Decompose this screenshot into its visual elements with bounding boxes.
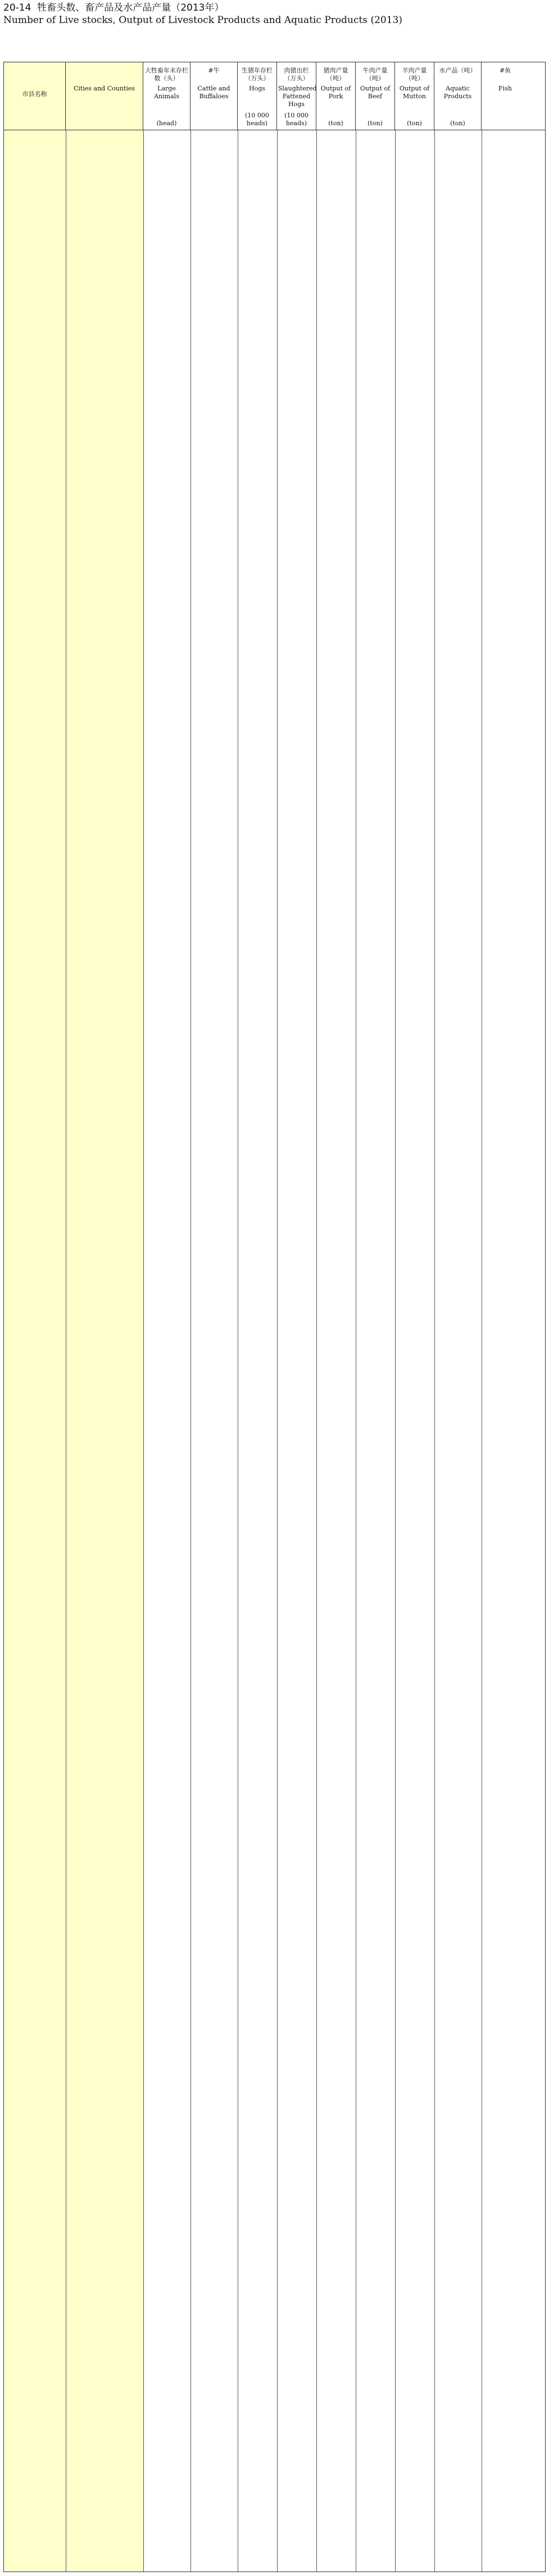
- header-pork-en: Output of Pork: [320, 85, 351, 100]
- table-code: 20-14: [3, 2, 31, 13]
- table-title-zh-text: 牲畜头数、畜产品及水产品产量（2013年）: [37, 2, 224, 13]
- table-title-zh: [3, 2, 224, 13]
- header-aquatic: [434, 62, 482, 130]
- header-region: [4, 62, 66, 130]
- header-slaughtered-zh: 肉猪出栏（万头）: [284, 67, 309, 82]
- header-slaughtered: [277, 62, 316, 130]
- header-city-en: Cities and Counties: [73, 85, 135, 92]
- header-beef-unit: (ton): [367, 120, 383, 127]
- header-aquatic-en: Aquatic Products: [443, 85, 472, 100]
- header-cattle-en: Cattle and Buffaloes: [197, 85, 230, 100]
- header-pork-zh: 猪肉产量（吨）: [323, 67, 348, 82]
- header-hogs-en: Hogs: [249, 85, 265, 92]
- column-divider: [395, 130, 396, 2572]
- header-large-animals-zh: 大牲畜年末存栏数（头）: [145, 67, 188, 82]
- header-large-animals: [143, 62, 190, 130]
- header-mutton-en: Output of Mutton: [399, 85, 430, 100]
- header-fish: [482, 62, 529, 130]
- header-beef-zh: 牛肉产量（吨）: [362, 67, 388, 82]
- table-title-en: Number of Live stocks, Output of Livestock Products and Aquatic Products (2013): [3, 15, 402, 26]
- header-region-zh: 市县名称: [22, 90, 47, 98]
- column-divider: [277, 130, 278, 2572]
- header-mutton-unit: (ton): [407, 120, 422, 127]
- column-divider: [143, 130, 144, 2572]
- header-fish-zh: #鱼: [499, 67, 511, 74]
- header-hogs-unit: (10 000 heads): [245, 112, 269, 127]
- column-divider: [316, 130, 317, 2572]
- header-beef-en: Output of Beef: [360, 85, 391, 100]
- header-slaughtered-unit: (10 000 heads): [284, 112, 308, 127]
- data-table: [3, 62, 546, 2572]
- header-mutton-zh: 羊肉产量（吨）: [402, 67, 427, 82]
- header-large-animals-unit: (head): [156, 120, 177, 127]
- header-aquatic-zh: 水产品（吨）: [439, 67, 477, 74]
- header-cattle-zh: #牛: [208, 67, 220, 74]
- header-pork: [316, 62, 356, 130]
- column-divider: [434, 130, 435, 2572]
- header-aquatic-unit: (ton): [450, 120, 465, 127]
- header-slaughtered-en: Slaughtered Fattened Hogs: [278, 85, 317, 108]
- header-beef: [356, 62, 395, 130]
- header-mutton: [395, 62, 434, 130]
- header-hogs: [238, 62, 277, 130]
- header-cattle: [190, 62, 238, 130]
- header-city: [66, 62, 143, 130]
- header-fish-en: Fish: [498, 85, 512, 92]
- header-hogs-zh: 生猪年存栏（万头）: [242, 67, 273, 82]
- table-body: [4, 130, 545, 2572]
- column-divider: [190, 130, 191, 2572]
- header-large-animals-en: Large Animals: [154, 85, 179, 100]
- header-pork-unit: (ton): [328, 120, 343, 127]
- table-header: [4, 62, 545, 130]
